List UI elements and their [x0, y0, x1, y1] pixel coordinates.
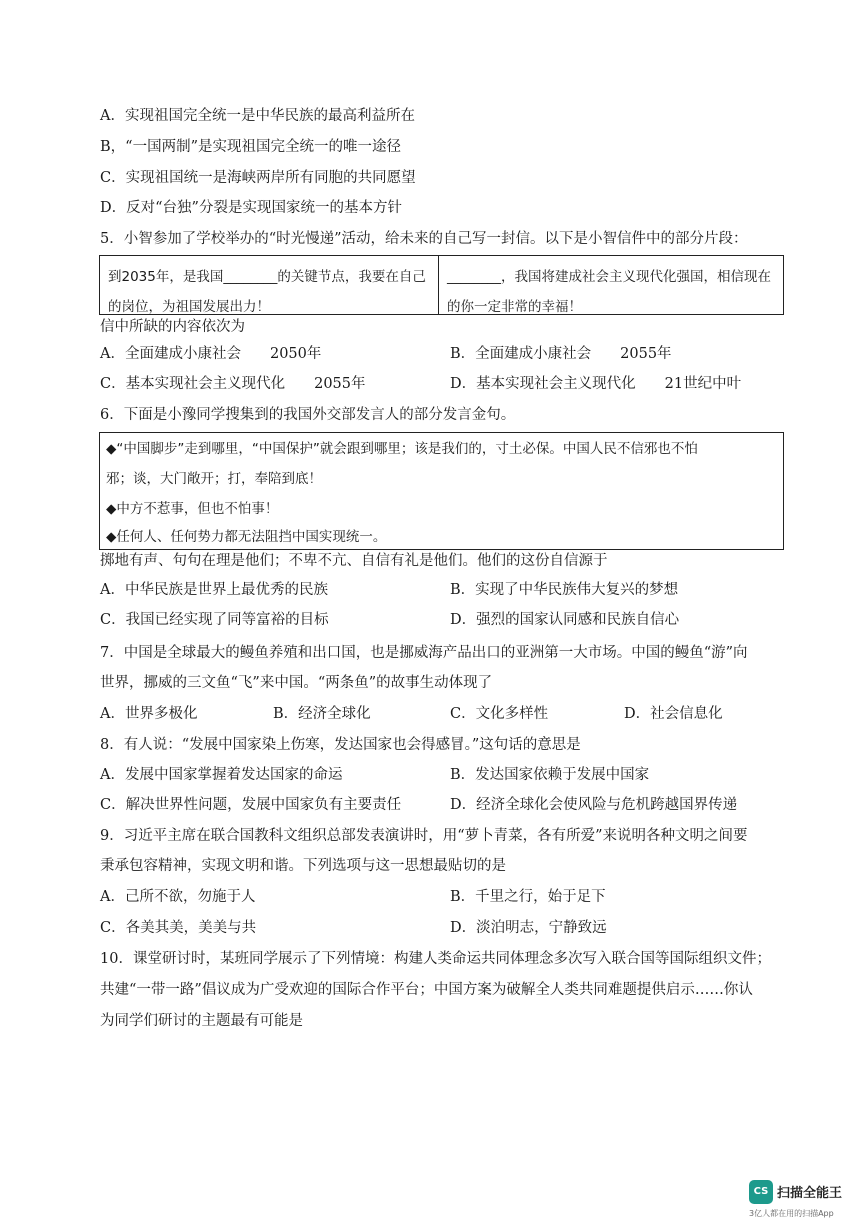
q10-stem-line1: 10．课堂研讨时，某班同学展示了下列情境：构建人类命运共同体理念多次写入联合国等国际组织文件；: [100, 951, 771, 967]
q5-option-c: C．基本实现社会主义现代化 2055年: [100, 376, 366, 392]
q7-option-b: B．经济全球化: [273, 706, 371, 722]
scanner-watermark: [749, 1180, 859, 1220]
camscanner-logo-icon: CS: [749, 1180, 773, 1204]
q7-option-a: A．世界多极化: [100, 706, 198, 722]
q6-quote-1a: ◆“中国脚步”走到哪里，“中国保护”就会跟到哪里；该是我们的，寸土必保。中国人民不信邪也不怕: [106, 441, 698, 457]
watermark-tagline: 3亿人都在用的扫描App: [749, 1209, 834, 1218]
q9-option-c: C．各美其美，美美与共: [100, 920, 257, 936]
q7-stem-line1: 7．中国是全球最大的鳗鱼养殖和出口国，也是挪威海产品出口的亚洲第一大市场。中国的鳗鱼“游”向: [100, 645, 748, 661]
q4-option-b: B，“一国两制”是实现祖国完全统一的唯一途径: [100, 139, 401, 155]
q8-option-b: B．发达国家依赖于发展中国家: [450, 767, 650, 783]
q6-quote-2: ◆中方不惹事，但也不怕事！: [106, 501, 279, 517]
q5-option-a: A．全面建成小康社会 2050年: [100, 346, 322, 362]
q7-option-c: C．文化多样性: [450, 706, 549, 722]
q6-option-b: B．实现了中华民族伟大复兴的梦想: [450, 582, 679, 598]
q8-option-d: D．经济全球化会使风险与危机跨越国界传递: [450, 797, 738, 813]
q4-option-c: C．实现祖国统一是海峡两岸所有同胞的共同愿望: [100, 170, 416, 186]
q8-option-a: A．发展中国家掌握着发达国家的命运: [100, 767, 343, 783]
q8-option-c: C．解决世界性问题，发展中国家负有主要责任: [100, 797, 402, 813]
q9-stem-line1: 9．习近平主席在联合国教科文组织总部发表演讲时，用“萝卜青菜，各有所爱”来说明各种文明之间要: [100, 828, 748, 844]
q5-letter-left: 到2035年，是我国________的关键节点，我要在自己的岗位，为祖国发展出力！: [100, 256, 439, 314]
q9-option-a: A．己所不欲，勿施于人: [100, 889, 256, 905]
q6-option-d: D．强烈的国家认同感和民族自信心: [450, 612, 680, 628]
q6-quote-1b: 邪；谈，大门敞开；打，奉陪到底！: [106, 471, 322, 487]
q5-option-b: B．全面建成小康社会 2055年: [450, 346, 672, 362]
q10-stem-line3: 为同学们研讨的主题最有可能是: [100, 1013, 303, 1029]
q5-question: 信中所缺的内容依次为: [100, 319, 245, 335]
q6-question: 掷地有声、句句在理是他们；不卑不亢、自信有礼是他们。他们的这份自信源于: [100, 553, 608, 569]
q9-option-d: D．淡泊明志，宁静致远: [450, 920, 607, 936]
watermark-app-name: 扫描全能王: [777, 1186, 843, 1201]
q6-stem: 6．下面是小豫同学搜集到的我国外交部发言人的部分发言金句。: [100, 407, 516, 423]
q9-stem-line2: 秉承包容精神，实现文明和谐。下列选项与这一思想最贴切的是: [100, 858, 506, 874]
q5-stem: 5．小智参加了学校举办的“时光慢递”活动，给未来的自己写一封信。以下是小智信件中的部分片段：: [100, 231, 748, 247]
q9-option-b: B．千里之行，始于足下: [450, 889, 606, 905]
q6-option-c: C．我国已经实现了同等富裕的目标: [100, 612, 329, 628]
q7-option-d: D．社会信息化: [624, 706, 723, 722]
q6-quote-3: ◆任何人、任何势力都无法阻挡中国实现统一。: [106, 529, 387, 545]
q4-option-a: A．实现祖国完全统一是中华民族的最高利益所在: [100, 108, 415, 124]
q4-option-d: D．反对“台独”分裂是实现国家统一的基本方针: [100, 200, 402, 216]
q6-option-a: A．中华民族是世界上最优秀的民族: [100, 582, 328, 598]
q5-option-d: D．基本实现社会主义现代化 21世纪中叶: [450, 376, 742, 392]
q5-letter-box: [99, 255, 784, 315]
q6-quote-box: [99, 432, 784, 550]
q8-stem: 8．有人说：“发展中国家染上伤寒，发达国家也会得感冒。”这句话的意思是: [100, 737, 581, 753]
q10-stem-line2: 共建“一带一路”倡议成为广受欢迎的国际合作平台；中国方案为破解全人类共同难题提供启示……你认: [100, 982, 753, 998]
q5-letter-right: ________，我国将建成社会主义现代化强国，相信现在的你一定非常的幸福！: [447, 269, 771, 315]
q7-stem-line2: 世界，挪威的三文鱼“飞”来中国。“两条鱼”的故事生动体现了: [100, 675, 493, 691]
